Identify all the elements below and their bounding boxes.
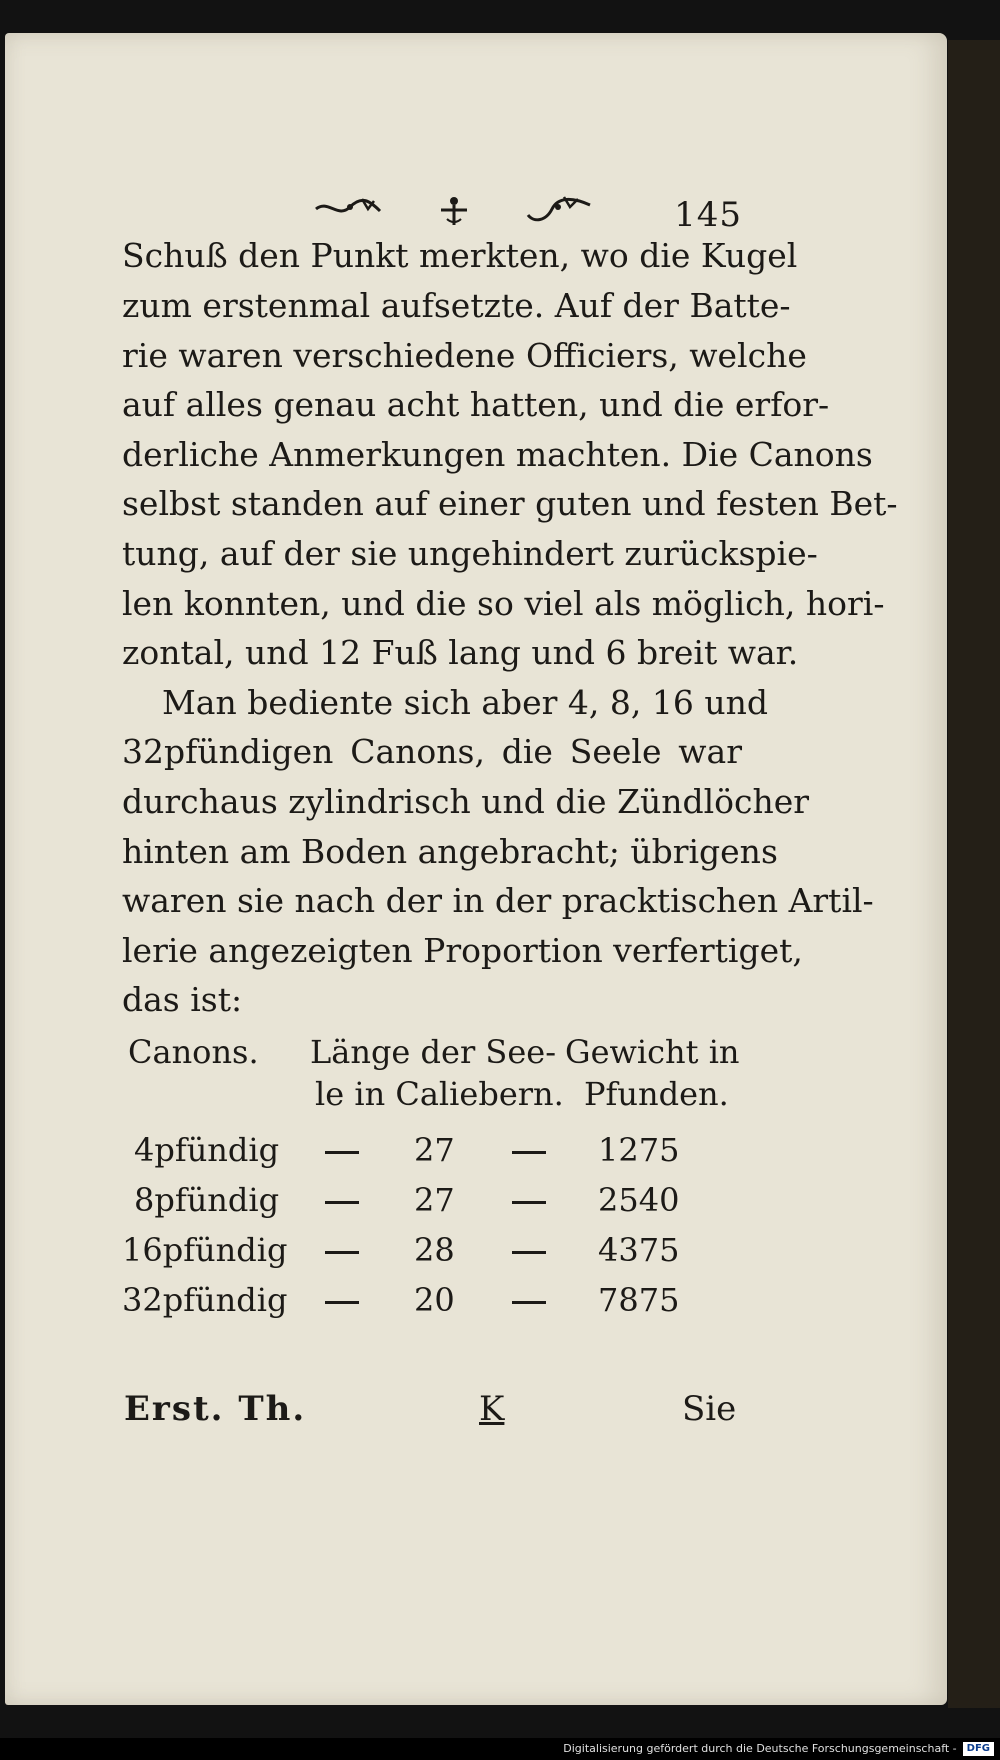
body-line: tung, auf der sie ungehindert zurückspie- xyxy=(122,534,818,573)
table-header-laenge-cont: le in Caliebern. xyxy=(315,1075,564,1113)
body-line: Schuß den Punkt merkten, wo die Kugel xyxy=(122,236,798,275)
digitization-bar xyxy=(0,1738,1000,1760)
table-header-gewicht: Gewicht in xyxy=(565,1033,740,1071)
table-cell-canon: 32pfündig xyxy=(122,1281,288,1319)
table-cell-laenge: 27 xyxy=(414,1181,455,1219)
body-line: lerie angezeigten Proportion verfertiget, xyxy=(122,931,803,970)
body-line: derliche Anmerkungen machten. Die Canons xyxy=(122,435,873,474)
dash-separator xyxy=(512,1181,546,1219)
table-cell-gewicht: 1275 xyxy=(598,1131,680,1169)
body-line: Man bediente sich aber 4, 8, 16 und xyxy=(162,683,768,722)
body-line: selbst standen auf einer guten und festen Bet- xyxy=(122,484,898,523)
table-cell-laenge: 28 xyxy=(414,1231,455,1269)
page-number: 145 xyxy=(674,195,742,235)
dash-separator xyxy=(512,1281,546,1319)
dash-separator xyxy=(512,1131,546,1169)
table-header-laenge: Länge der See- xyxy=(310,1033,557,1071)
book-page xyxy=(5,33,947,1705)
right-flourish-icon xyxy=(524,193,594,231)
body-line: durchaus zylindrisch und die Zündlöcher xyxy=(122,782,810,821)
table-cell-gewicht: 7875 xyxy=(598,1281,680,1319)
body-line: auf alles genau acht hatten, und die erfor- xyxy=(122,385,830,424)
table-cell-canon: 8pfündig xyxy=(134,1181,280,1219)
dash-separator xyxy=(512,1231,546,1269)
body-line: 32pfündigen Canons, die Seele war xyxy=(122,732,742,771)
body-line: zum erstenmal aufsetzte. Auf der Batte- xyxy=(122,286,791,325)
body-line: len konnten, und die so viel als möglich, hori- xyxy=(122,584,885,623)
dash-separator xyxy=(325,1231,359,1269)
digitization-credit: Digitalisierung gefördert durch die Deutsche Forschungsgemeinschaft - xyxy=(563,1742,957,1755)
table-cell-laenge: 20 xyxy=(414,1281,455,1319)
table-cell-laenge: 27 xyxy=(414,1131,455,1169)
dfg-logo: DFG xyxy=(963,1742,994,1756)
table-cell-canon: 16pfündig xyxy=(122,1231,288,1269)
table-header-gewicht-cont: Pfunden. xyxy=(584,1075,729,1113)
body-line: rie waren verschiedene Officiers, welche xyxy=(122,336,807,375)
body-line: das ist: xyxy=(122,980,243,1019)
center-cross-icon xyxy=(437,193,471,231)
table-header-canons: Canons. xyxy=(128,1033,259,1071)
body-line: zontal, und 12 Fuß lang und 6 breit war. xyxy=(122,633,799,672)
signature-mark: K xyxy=(479,1389,505,1429)
background-right-strip xyxy=(948,40,1000,1708)
header-ornament xyxy=(314,193,594,231)
body-line: waren sie nach der in der pracktischen Artil- xyxy=(122,881,874,920)
table-cell-gewicht: 2540 xyxy=(598,1181,680,1219)
dash-separator xyxy=(325,1281,359,1319)
left-flourish-icon xyxy=(314,193,384,231)
body-line: hinten am Boden angebracht; übrigens xyxy=(122,832,778,871)
table-cell-canon: 4pfündig xyxy=(134,1131,280,1169)
dash-separator xyxy=(325,1131,359,1169)
signature: Erst. Th. xyxy=(124,1389,307,1429)
dash-separator xyxy=(325,1181,359,1219)
catchword: Sie xyxy=(682,1389,737,1429)
table-cell-gewicht: 4375 xyxy=(598,1231,680,1269)
